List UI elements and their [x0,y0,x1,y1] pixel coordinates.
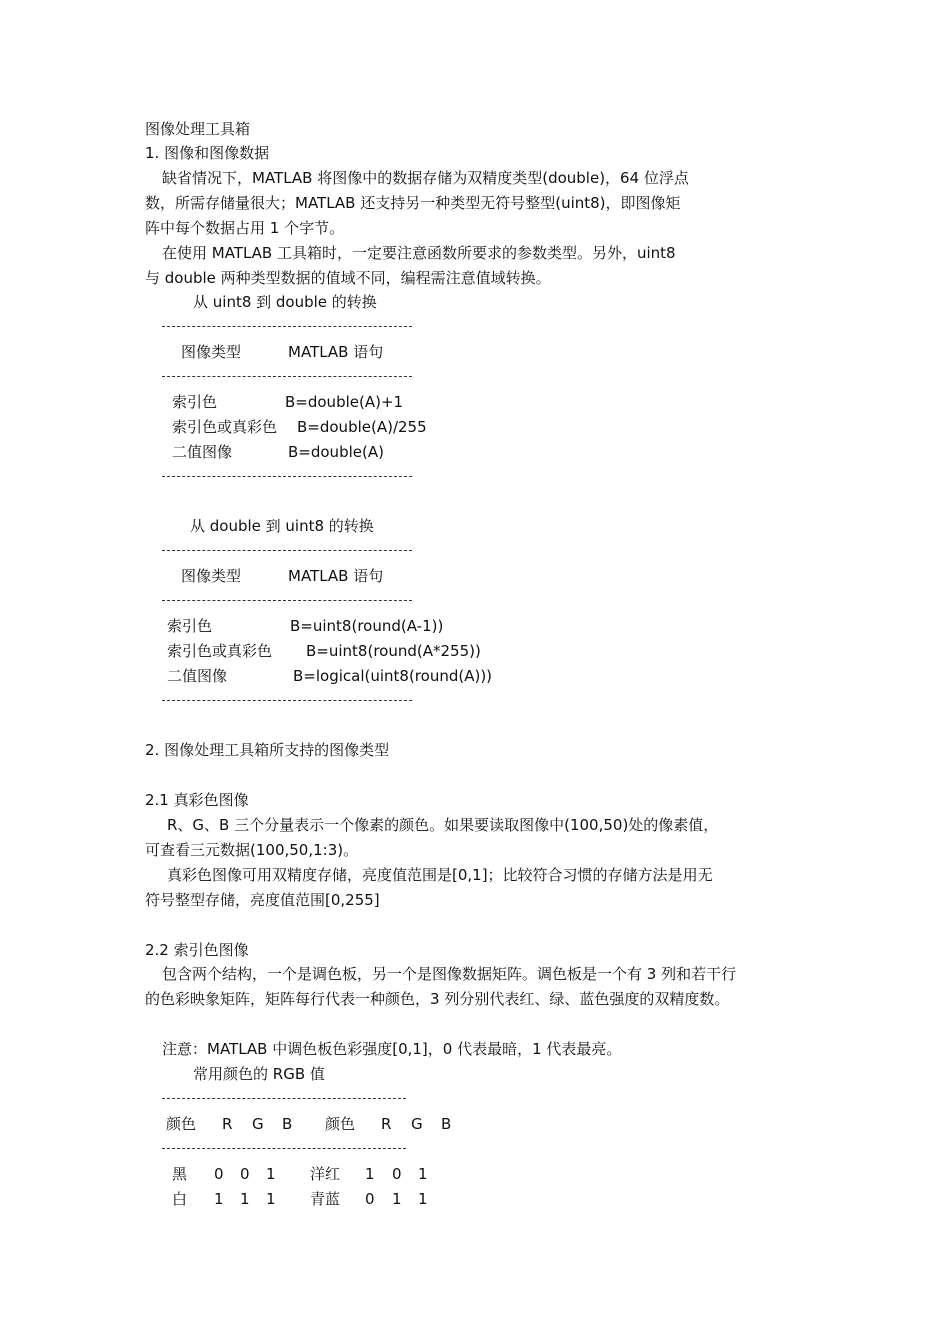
table-3-caption: 常用颜色的 RGB 值 [193,1065,325,1083]
table-3-row-1-r-1: 0 [214,1165,224,1183]
table-3-header-color-2: 颜色 [325,1115,356,1133]
table-1-row-1-statement: B=double(A)+1 [285,393,404,411]
table-3-row-1-r-2: 1 [365,1165,375,1183]
table-3-row-1-g-1: 0 [240,1165,250,1183]
section-1-paragraph-2-line-2: 与 double 两种类型数据的值域不同，编程需注意值域转换。 [145,269,551,287]
table-3-row-2-g-1: 1 [240,1190,250,1208]
document-title: 图像处理工具箱 [145,120,251,138]
table-3-header-g-2: G [411,1115,423,1133]
table-1-caption: 从 uint8 到 double 的转换 [193,293,377,311]
table-2-rule-mid [162,600,412,601]
table-3-header-r-1: R [222,1115,233,1133]
table-2-header-type: 图像类型 [181,567,242,585]
table-3-header-g-1: G [252,1115,264,1133]
table-1-row-3-type: 二值图像 [172,443,233,461]
section-2-1-paragraph-2-line-1: 真彩色图像可用双精度存储，亮度值范围是[0,1]；比较符合习惯的存储方法是用无 [167,866,713,884]
table-3-row-2-g-2: 1 [392,1190,402,1208]
table-1-row-2-type: 索引色或真彩色 [172,418,278,436]
section-1-paragraph-2-line-1: 在使用 MATLAB 工具箱时，一定要注意函数所要求的参数类型。另外，uint8 [162,244,676,262]
table-1-header-type: 图像类型 [181,343,242,361]
table-2-caption: 从 double 到 uint8 的转换 [190,517,374,535]
table-1-rule-top [162,326,412,327]
table-2-rule-bottom [162,700,412,701]
section-1-heading: 1. 图像和图像数据 [145,144,270,162]
section-2-heading: 2. 图像处理工具箱所支持的图像类型 [145,741,390,759]
section-2-1-paragraph-1-line-2: 可查看三元数据(100,50,1:3)。 [145,841,359,859]
section-2-1-paragraph-2-line-2: 符号整型存储，亮度值范围[0,255] [145,891,380,909]
section-2-2-paragraph-1-line-2: 的色彩映象矩阵，矩阵每行代表一种颜色，3 列分别代表红、绿、蓝色强度的双精度数。 [145,990,730,1008]
table-3-row-1-g-2: 0 [392,1165,402,1183]
table-2-row-3-statement: B=logical(uint8(round(A))) [293,667,493,685]
table-1-row-3-statement: B=double(A) [288,443,384,461]
table-2-row-2-type: 索引色或真彩色 [167,642,273,660]
table-2-rule-top [162,550,412,551]
section-2-2-note: 注意：MATLAB 中调色板色彩强度[0,1]，0 代表最暗，1 代表最亮。 [162,1040,622,1058]
table-3-header-b-1: B [282,1115,293,1133]
table-1-rule-bottom [162,476,412,477]
table-1-row-1-type: 索引色 [172,393,218,411]
table-3-row-1-b-2: 1 [418,1165,428,1183]
section-2-1-paragraph-1-line-1: R、G、B 三个分量表示一个像素的颜色。如果要读取图像中(100,50)处的像素值， [167,816,719,834]
table-3-header-b-2: B [441,1115,452,1133]
table-3-row-1-b-1: 1 [266,1165,276,1183]
table-2-row-1-type: 索引色 [167,617,213,635]
section-1-paragraph-1-line-1: 缺省情况下，MATLAB 将图像中的数据存储为双精度类型(double)，64 位浮点 [162,169,689,187]
table-3-row-1-color-2: 洋红 [310,1165,341,1183]
table-3-row-2-color-1: 白 [172,1190,188,1208]
table-2-header-statement: MATLAB 语句 [288,567,384,585]
table-1-row-2-statement: B=double(A)/255 [297,418,427,436]
table-1-rule-mid [162,376,412,377]
section-2-2-paragraph-1-line-1: 包含两个结构，一个是调色板，另一个是图像数据矩阵。调色板是一个有 3 列和若干行 [162,965,737,983]
table-3-rule-top [162,1098,406,1099]
section-2-2-heading: 2.2 索引色图像 [145,941,249,959]
table-2-row-1-statement: B=uint8(round(A-1)) [290,617,444,635]
section-1-paragraph-1-line-2: 数，所需存储量很大；MATLAB 还支持另一种类型无符号整型(uint8)，即图像矩 [145,194,681,212]
table-2-row-3-type: 二值图像 [167,667,228,685]
table-3-header-r-2: R [381,1115,392,1133]
table-3-header-color-1: 颜色 [166,1115,197,1133]
table-3-row-2-r-1: 1 [214,1190,224,1208]
table-3-row-2-b-1: 1 [266,1190,276,1208]
table-3-row-2-color-2: 青蓝 [310,1190,341,1208]
table-3-row-2-r-2: 0 [365,1190,375,1208]
table-3-rule-mid [162,1148,406,1149]
table-3-row-2-b-2: 1 [418,1190,428,1208]
table-1-header-statement: MATLAB 语句 [288,343,384,361]
table-2-row-2-statement: B=uint8(round(A*255)) [306,642,481,660]
section-1-paragraph-1-line-3: 阵中每个数据占用 1 个字节。 [145,219,345,237]
section-2-1-heading: 2.1 真彩色图像 [145,791,249,809]
table-3-row-1-color-1: 黑 [172,1165,188,1183]
